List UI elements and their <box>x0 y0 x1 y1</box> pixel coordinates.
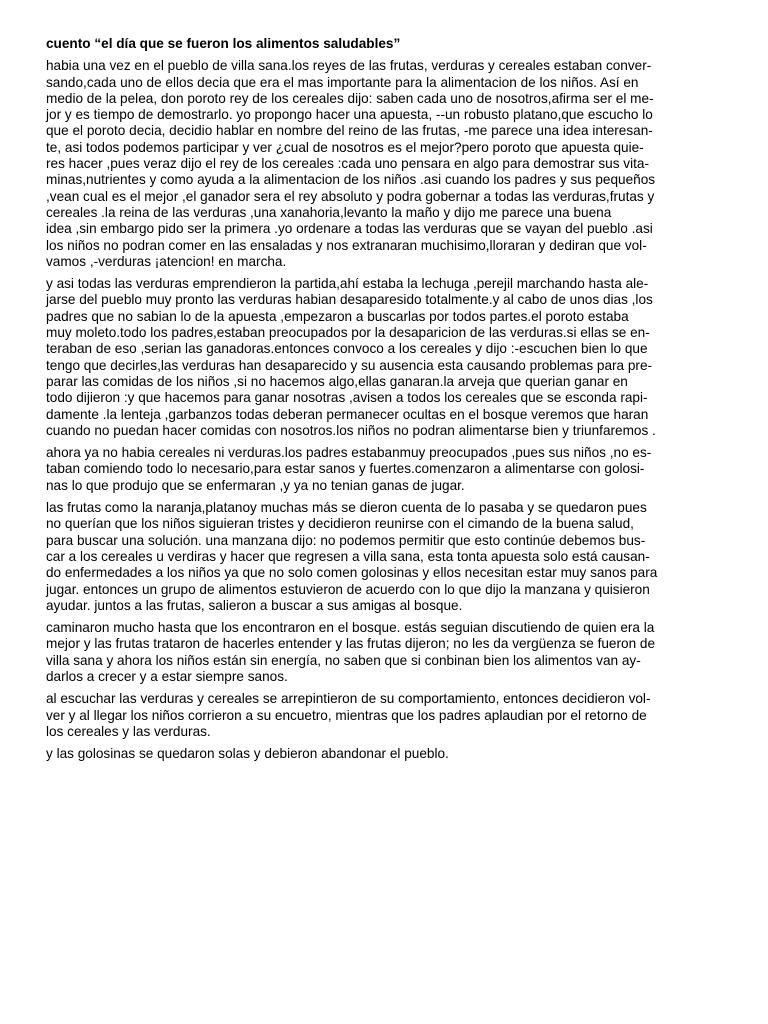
story-title: cuento “el día que se fueron los alimentos saludables” <box>46 36 401 51</box>
paragraph-4: las frutas como la naranja,platanoy muchas más se dieron cuenta de lo pasaba y se quedaron pues no querían que los niños siguieran tristes y decidieron reunirse con el cimando de la buena salud, para buscar una solución. una manzana dijo: no podemos permitir que esto continúe debemos bus- car a los cereales u verdiras y hacer que regresen a villa sana, esta tonta apuesta solo está causan- do enfermedades a los niños ya que no solo comen golosinas y ellos necesitan estar muy sanos para jugar. entonces un grupo de alimentos estuvieron de acuerdo con lo que dijo la manzana y quisieron ayudar. juntos a las frutas, salieron a buscar a sus amigas al bosque. <box>46 500 658 613</box>
paragraph-1: habia una vez en el pueblo de villa sana.los reyes de las frutas, verduras y cereales estaban conver- sando,cada uno de ellos decia que era el mas importante para la alimentacion de los niños. Así en medio de la pelea, don poroto rey de los cereales dijo: saben cada uno de nosotros,afirma ser el me- jor y es tiempo de demostrarlo. yo propongo hacer una apuesta, --un robusto platano,que escucho lo que el poroto decia, decidio hablar en nombre del reino de las frutas, -me parece una idea interesan- te, asi todos podemos participar y ver ¿cual de nosotros es el mejor?pero poroto que apuesta quie- res hacer ,pues veraz dijo el rey de los cereales :cada uno pensara en algo para demostrar sus vita- minas,nutrientes y como ayuda a la alimentacion de los niños .asi cuando los padres y sus pequeños ,vean cual es el mejor ,el ganador sera el rey absoluto y podra gobernar a todas las verduras,frutas y cereales .la reina de las verduras ,una xanahoria,levanto la maño y dijo me parece una buena idea ,sin embargo pido ser la primera .yo ordenare a todas las verduras que se vayan del pueblo .asi los niños no podran comer en las ensaladas y nos extranaran muchisimo,lloraran y dediran que vol- vamos ,-verduras ¡atencion! en marcha. <box>46 58 656 269</box>
paragraph-3: ahora ya no habia cereales ni verduras.los padres estabanmuy preocupados ,pues sus niños ,no es- taban comiendo todo lo necesario,para estar sanos y fuertes.comenzaron a alimentarse con golosi- nas lo que produjo que se enfermaran ,y ya no tenian ganas de jugar. <box>46 445 652 493</box>
paragraph-5: caminaron mucho hasta que los encontraron en el bosque. estás seguian discutiendo de quien era la mejor y las frutas trataron de hacerles entender y las frutas dijeron; no les da vergüenza se fueron de villa sana y ahora los niños están sin energía, no saben que si conbinan bien los alimentos van ay- darlos a crecer y a estar siempre sanos. <box>46 620 656 684</box>
paragraph-7: y las golosinas se quedaron solas y debieron abandonar el pueblo. <box>46 746 449 762</box>
paragraph-6: al escuchar las verduras y cereales se arrepintieron de su comportamiento, entonces decidieron vol- ver y al llegar los niños corrieron a su encuetro, mientras que los padres aplaudian por el retorno de los cereales y las verduras. <box>46 691 651 739</box>
paragraph-2: y asi todas las verduras emprendieron la partida,ahí estaba la lechuga ,perejil marchando hasta ale- jarse del pueblo muy pronto las verduras habian desaparesido totalmente.y al cabo de unos dias ,los padres que no sabian lo de la apuesta ,empezaron a buscarlas por todos partes.el poroto estaba muy moleto.todo los padres,estaban preocupados por la desaparicion de las verduras.si ellas se en- teraban de eso ,serian las ganadoras.entonces convoco a los cereales y dijo :-escuchen bien lo que tengo que decirles,las verduras han desaparecido y su ausencia esta causando problemas para pre- parar las comidas de los niños ,si no hacemos algo,ellas ganaran.la arveja que querian ganar en todo dijieron :y que hacemos para ganar nosotras ,avisen a todos los cereales que se esconda rapi- damente .la lenteja ,garbanzos todas deberan permanecer ocultas en el bosque veremos que haran cuando no puedan hacer comidas con nosotros.los niños no podran alimentarse bien y triunfaremos . <box>46 276 656 438</box>
document-page <box>46 36 722 768</box>
